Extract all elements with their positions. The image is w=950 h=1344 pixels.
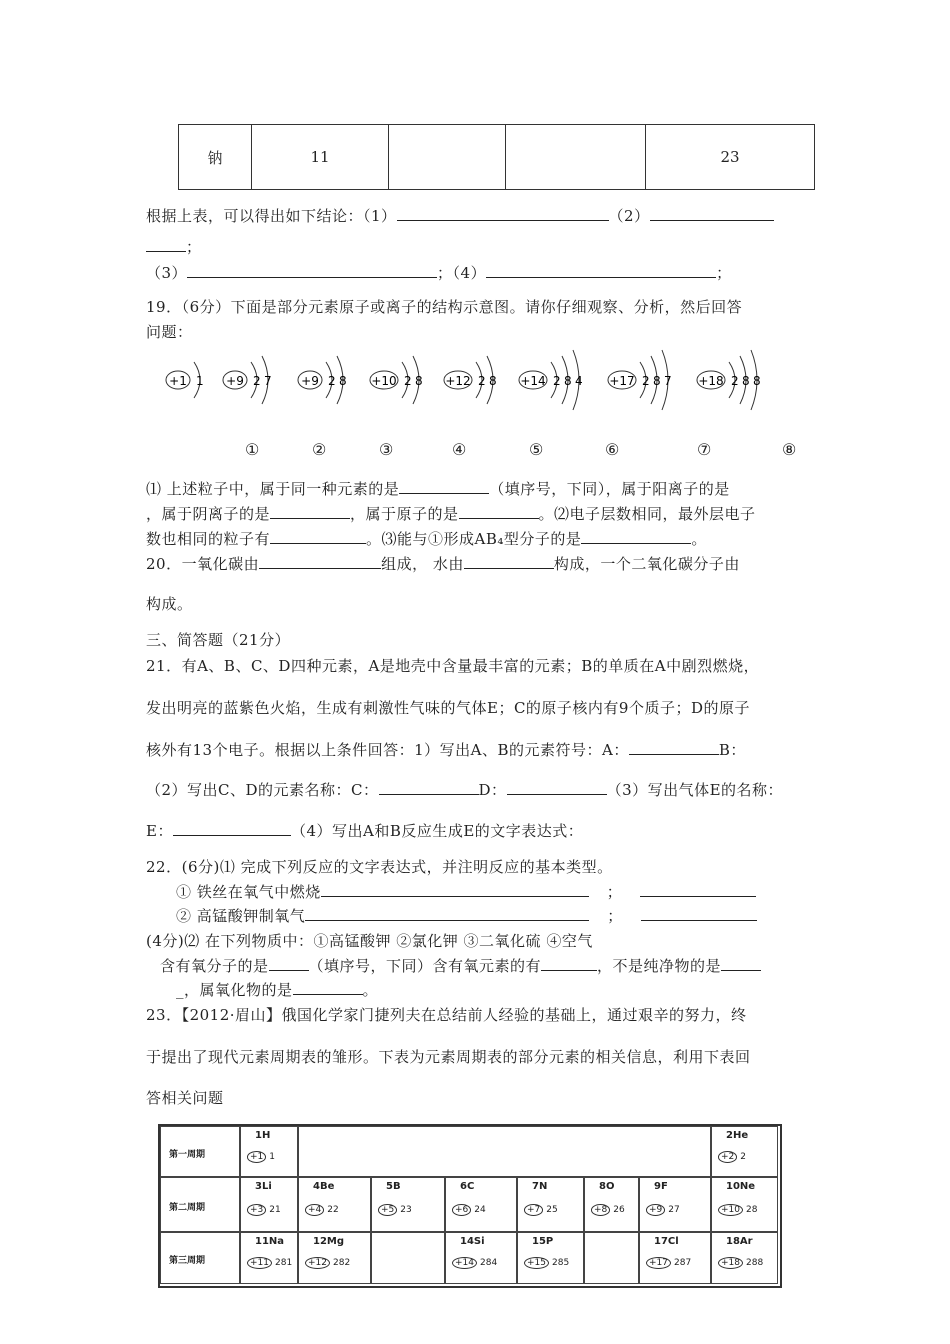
q22-line-4: (4分)⑵ 在下列物质中：①高锰酸钾 ②氯化钾 ③二氧化硫 ④空气 — [146, 932, 593, 950]
q19-line-2: 问题： — [146, 323, 193, 341]
element-table — [178, 124, 815, 190]
element-symbol: 1H — [255, 1130, 271, 1141]
element-nucleus: +14 — [452, 1257, 477, 1269]
q22-line-1: 22．(6分)⑴ 完成下列反应的文字表达式，并注明反应的基本类型。 — [146, 858, 613, 876]
blank-same-shell[interactable] — [270, 529, 366, 544]
element-electrons: 26 — [613, 1204, 625, 1215]
element-symbol: 8O — [599, 1181, 615, 1192]
table-cell-protons: 11 — [252, 125, 389, 190]
element-symbol: 18Ar — [726, 1236, 753, 1247]
element-cell — [517, 1232, 584, 1284]
blank-c-name[interactable] — [379, 780, 479, 795]
q23-line-2: 于提出了现代元素周期表的雏形。下表为元素周期表的部分元素的相关信息，利用下表回 — [146, 1048, 751, 1066]
element-nucleus: +11 — [247, 1257, 272, 1269]
row-header-3: 第三周期 — [169, 1256, 206, 1266]
element-symbol: 17Cl — [654, 1236, 679, 1247]
element-nucleus: +18 — [718, 1257, 743, 1269]
empty-cell — [584, 1232, 639, 1284]
electron-count: 8 — [742, 374, 750, 388]
element-cell — [639, 1177, 711, 1232]
blank-reaction-2[interactable] — [305, 906, 589, 921]
element-symbol: 11Na — [255, 1236, 285, 1247]
blank-reaction-1[interactable] — [321, 882, 589, 897]
element-nucleus: +3 — [247, 1204, 266, 1216]
element-cell — [711, 1126, 778, 1177]
blank-o2[interactable] — [269, 956, 309, 971]
blank-co[interactable] — [259, 554, 381, 569]
element-electrons: 23 — [400, 1204, 412, 1215]
electron-count: 7 — [664, 374, 672, 388]
q21-line-2: 发出明亮的蓝紫色火焰，生成有刺激性气味的气体E；C的原子核内有9个质子；D的原子 — [146, 699, 751, 717]
periodic-table — [158, 1124, 782, 1288]
element-nucleus: +2 — [718, 1151, 737, 1163]
element-cell — [240, 1177, 298, 1232]
atom-label: ① — [245, 440, 260, 459]
electron-count: 2 — [253, 374, 261, 388]
element-cell — [298, 1177, 371, 1232]
element-electrons: 25 — [546, 1204, 558, 1215]
conclusion-line-1: 根据上表，可以得出如下结论：（1） （2） — [146, 205, 774, 226]
element-cell — [240, 1232, 298, 1284]
blank-atom[interactable] — [459, 504, 539, 519]
element-nucleus: +17 — [646, 1257, 671, 1269]
element-structure — [305, 1257, 350, 1269]
nucleus-charge: +1 — [169, 374, 187, 388]
blank-e-name[interactable] — [173, 821, 291, 836]
table-cell-name: 钠 — [179, 125, 252, 190]
element-symbol: 9F — [654, 1181, 668, 1192]
electron-count: 8 — [489, 374, 497, 388]
element-symbol: 4Be — [313, 1181, 335, 1192]
blank-2[interactable] — [650, 206, 774, 221]
q22-reaction-2: ② 高锰酸钾制氧气 ； — [176, 905, 757, 926]
electron-count: 2 — [328, 374, 336, 388]
atom-label: ④ — [452, 440, 467, 459]
element-structure — [378, 1204, 412, 1216]
atom-label: ⑦ — [697, 440, 712, 459]
nucleus-charge: +9 — [226, 374, 244, 388]
atom-label: ③ — [379, 440, 394, 459]
q21-line-5: E： （4）写出A和B反应生成E的文字表达式： — [146, 822, 584, 840]
element-nucleus: +9 — [646, 1204, 665, 1216]
section-title: 三、简答题（21分） — [146, 631, 291, 649]
q21-line-4: （2）写出C、D的元素名称：C： D： （3）写出气体E的名称： — [146, 781, 784, 799]
electron-count: 2 — [478, 374, 486, 388]
blank-mixture[interactable] — [721, 956, 761, 971]
element-symbol: 5B — [386, 1181, 401, 1192]
element-electrons: 287 — [674, 1258, 692, 1268]
q22-line-5: 含有氧分子的是 （填序号，下同）含有氧元素的有 ，不是纯净物的是 — [160, 955, 761, 976]
table-cell-mass: 23 — [646, 125, 815, 190]
element-symbol: 3Li — [255, 1181, 272, 1192]
element-electrons: 1 — [269, 1151, 276, 1162]
element-electrons: 22 — [327, 1204, 339, 1215]
element-symbol: 6C — [460, 1181, 475, 1192]
element-cell — [445, 1232, 517, 1284]
element-electrons: 284 — [480, 1258, 498, 1268]
element-structure — [591, 1204, 625, 1216]
table-row — [179, 125, 815, 190]
element-cell — [584, 1177, 639, 1232]
q21-line-1: 21．有A、B、C、D四种元素，A是地壳中含量最丰富的元素；B的单质在A中剧烈燃烧， — [146, 657, 760, 675]
row-header-1: 第一周期 — [169, 1150, 206, 1160]
blank-type-2[interactable] — [641, 906, 757, 921]
blank-oxide[interactable] — [293, 980, 363, 995]
electron-count: 2 — [404, 374, 412, 388]
blank-a-symbol[interactable] — [629, 740, 719, 755]
element-symbol: 2He — [726, 1130, 749, 1141]
electron-count: 8 — [753, 374, 761, 388]
element-structure — [524, 1257, 569, 1269]
element-electrons: 21 — [269, 1204, 281, 1215]
element-structure — [452, 1204, 486, 1216]
electron-count: 8 — [339, 374, 347, 388]
element-structure — [718, 1151, 746, 1163]
electron-count: 2 — [642, 374, 650, 388]
blank-o-element[interactable] — [541, 956, 597, 971]
element-structure — [718, 1204, 757, 1216]
nucleus-charge: +18 — [698, 374, 724, 388]
element-structure — [247, 1257, 292, 1269]
empty-cell — [298, 1126, 711, 1177]
atom-label: ⑤ — [529, 440, 544, 459]
q20-line-2: 构成。 — [146, 595, 193, 613]
element-structure — [646, 1257, 691, 1269]
element-electrons: 282 — [333, 1258, 351, 1268]
blank-3[interactable] — [187, 263, 437, 278]
atom-label: ⑥ — [605, 440, 620, 459]
atom-svg — [697, 345, 797, 415]
blank-same-element[interactable] — [399, 479, 489, 494]
nucleus-charge: +9 — [301, 374, 319, 388]
conclusion-line-2: ； — [146, 236, 202, 257]
nucleus-charge: +14 — [520, 374, 546, 388]
element-electrons: 285 — [552, 1258, 570, 1268]
row-header-2: 第二周期 — [169, 1203, 206, 1213]
row-header-cell — [160, 1177, 240, 1232]
electron-count: 2 — [553, 374, 561, 388]
blank-1[interactable] — [397, 206, 609, 221]
element-cell — [240, 1126, 298, 1177]
blank-type-1[interactable] — [640, 882, 756, 897]
element-electrons: 2 — [740, 1151, 747, 1162]
element-cell — [711, 1232, 778, 1284]
blank-anion[interactable] — [270, 504, 350, 519]
blank-ab4[interactable] — [581, 529, 691, 544]
element-cell — [445, 1177, 517, 1232]
q19-line-1: 19．（6分）下面是部分元素原子或离子的结构示意图。请你仔细观察、分析，然后回答 — [146, 298, 743, 316]
element-nucleus: +10 — [718, 1204, 743, 1216]
element-cell — [711, 1177, 778, 1232]
element-structure — [247, 1204, 281, 1216]
blank-water[interactable] — [464, 554, 554, 569]
element-cell — [298, 1232, 371, 1284]
electron-count: 2 — [731, 374, 739, 388]
q23-line-3: 答相关问题 — [146, 1089, 224, 1107]
element-electrons: 27 — [668, 1204, 680, 1215]
element-cell — [371, 1177, 445, 1232]
atom-label: ⑧ — [782, 440, 797, 459]
element-cell — [639, 1232, 711, 1284]
electron-count: 8 — [653, 374, 661, 388]
element-structure — [305, 1204, 339, 1216]
conclusion-line-3: （3） ；（4） ； — [146, 264, 732, 282]
atom-svg — [608, 345, 708, 415]
table-cell-electrons — [506, 125, 646, 190]
blank-4[interactable] — [486, 263, 716, 278]
element-nucleus: +6 — [452, 1204, 471, 1216]
q22-reaction-1: ① 铁丝在氧气中燃烧 ； — [176, 881, 756, 902]
element-electrons: 28 — [746, 1204, 758, 1215]
empty-cell — [371, 1232, 445, 1284]
q19-para-3: 数也相同的粒子有 。⑶能与①形成AB₄型分子的是 。 — [146, 530, 707, 548]
q22-line-6: _，属氧化物的是 。 — [176, 981, 379, 999]
element-nucleus: +8 — [591, 1204, 610, 1216]
element-structure — [452, 1257, 497, 1269]
element-nucleus: +12 — [305, 1257, 330, 1269]
q21-line-3: 核外有13个电子。根据以上条件回答：1）写出A、B的元素符号：A： B： — [146, 741, 746, 759]
element-symbol: 7N — [532, 1181, 548, 1192]
q19-para-1: ⑴ 上述粒子中，属于同一种元素的是 （填序号，下同），属于阳离子的是 — [146, 480, 730, 498]
element-structure — [524, 1204, 558, 1216]
element-symbol: 12Mg — [313, 1236, 345, 1247]
element-cell — [517, 1177, 584, 1232]
table-cell-neutrons — [389, 125, 506, 190]
row-header-cell — [160, 1232, 240, 1284]
atom-svg — [519, 345, 619, 415]
electron-count: 1 — [196, 374, 204, 388]
element-electrons: 24 — [474, 1204, 486, 1215]
element-electrons: 281 — [275, 1258, 293, 1268]
element-symbol: 10Ne — [726, 1181, 756, 1192]
q19-para-2: ，属于阴离子的是 ，属于原子的是 。⑵电子层数相同，最外层电子 — [146, 505, 756, 523]
element-nucleus: +5 — [378, 1204, 397, 1216]
q20-line-1: 20．一氧化碳由 组成， 水由 构成，一个二氧化碳分子由 — [146, 555, 740, 573]
q23-line-1: 23．【2012·眉山】俄国化学家门捷列夫在总结前人经验的基础上，通过艰辛的努力，终 — [146, 1006, 747, 1024]
atom-diagram — [697, 345, 797, 419]
row-header-cell — [160, 1126, 240, 1177]
blank-2-cont[interactable] — [146, 237, 186, 252]
element-symbol: 14Si — [460, 1236, 485, 1247]
electron-count: 7 — [264, 374, 272, 388]
electron-count: 8 — [415, 374, 423, 388]
atom-label: ② — [312, 440, 327, 459]
element-structure — [718, 1257, 763, 1269]
element-nucleus: +15 — [524, 1257, 549, 1269]
element-nucleus: +7 — [524, 1204, 543, 1216]
blank-d-name[interactable] — [507, 780, 607, 795]
element-structure — [646, 1204, 680, 1216]
nucleus-charge: +10 — [371, 374, 397, 388]
element-symbol: 15P — [532, 1236, 554, 1247]
atom-diagram — [519, 345, 619, 419]
nucleus-charge: +12 — [445, 374, 471, 388]
element-structure — [247, 1151, 275, 1163]
nucleus-charge: +17 — [609, 374, 635, 388]
atom-diagram — [608, 345, 708, 419]
electron-count: 8 — [564, 374, 572, 388]
element-nucleus: +4 — [305, 1204, 324, 1216]
electron-count: 4 — [575, 374, 583, 388]
element-nucleus: +1 — [247, 1151, 266, 1163]
element-electrons: 288 — [746, 1258, 764, 1268]
